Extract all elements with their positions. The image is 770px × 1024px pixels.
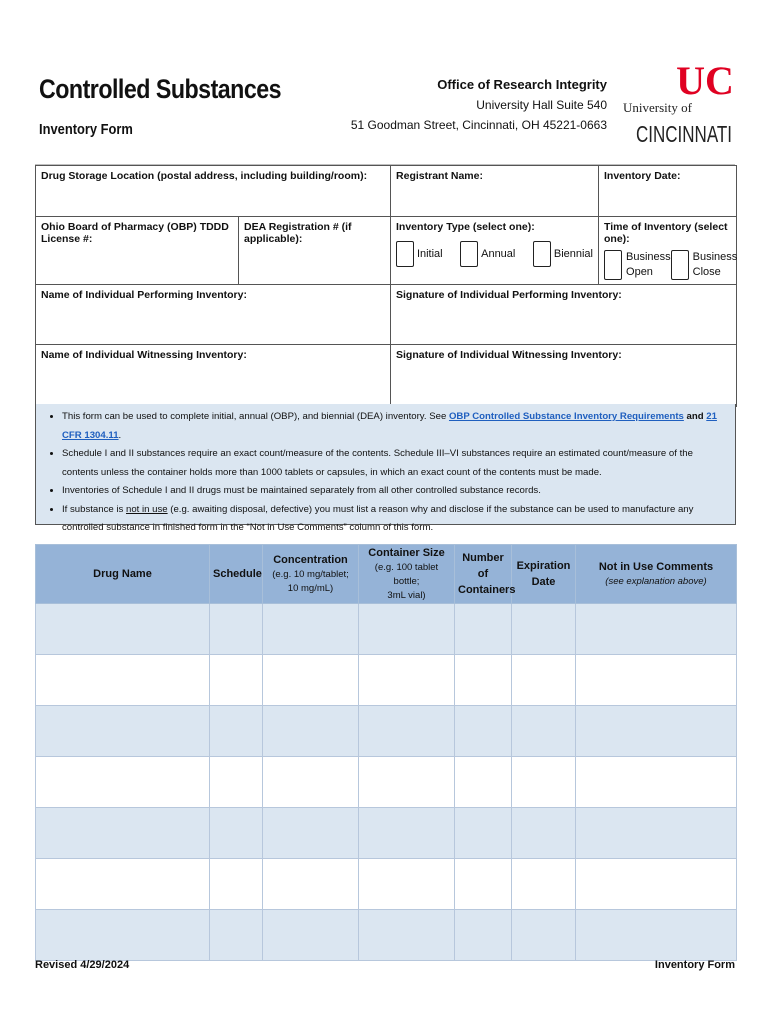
time-of-inventory-cell [599, 217, 737, 285]
table-cell[interactable] [210, 655, 263, 706]
footer-form-name: Inventory Form [654, 959, 735, 971]
table-cell[interactable] [576, 757, 737, 808]
table-row [36, 604, 737, 655]
witness-signature-label: Signature of Individual Witnessing Inventory: [396, 349, 622, 361]
registrant-name-label: Registrant Name: [396, 170, 483, 182]
table-cell[interactable] [359, 604, 455, 655]
table-cell[interactable] [36, 706, 210, 757]
table-cell[interactable] [576, 808, 737, 859]
table-row [36, 910, 737, 961]
table-cell[interactable] [576, 655, 737, 706]
inventory-date-label: Inventory Date: [604, 170, 681, 182]
table-cell[interactable] [512, 910, 576, 961]
witness-name-label: Name of Individual Witnessing Inventory: [41, 349, 247, 361]
performer-name-label: Name of Individual Performing Inventory: [41, 289, 247, 301]
uc-logo-top: University of [623, 100, 692, 115]
uc-logo [622, 58, 734, 148]
number-title-2: Containers [458, 584, 516, 596]
page-title: Controlled Substances [39, 74, 282, 104]
witness-signature-field[interactable] [391, 345, 737, 407]
container-size-example-1: (e.g. 100 tablet bottle; [374, 562, 439, 587]
witness-name-field[interactable] [36, 345, 391, 407]
inventory-type-cell [391, 217, 599, 285]
table-cell[interactable] [455, 604, 512, 655]
table-cell[interactable] [512, 655, 576, 706]
number-title-1: Number of [462, 552, 504, 580]
instruction-item: • Inventories of Schedule I and II drugs must be maintained separately from all other controlled substance records. [62, 482, 721, 501]
table-cell[interactable] [455, 706, 512, 757]
instructions-panel [35, 404, 736, 533]
instruction-item: • Schedule I and II substances require an exact count/measure of the contents. Schedule III–VI substances require an estimated count/measure of the contents unless the container holds more than 1000 tablets or capsules, in which an exact count of the contents must be made. [62, 445, 721, 482]
office-name: Office of Research Integrity [437, 77, 607, 92]
business-open-label-1: Business [626, 251, 671, 263]
registrant-name-field[interactable] [391, 166, 599, 217]
business-close-label-1: Business [692, 251, 738, 263]
time-of-inventory-label: Time of Inventory (select one): [604, 221, 728, 245]
uc-logo-mark: UC [676, 58, 734, 103]
table-cell[interactable] [210, 604, 263, 655]
table-cell[interactable] [36, 910, 210, 961]
table-cell[interactable] [455, 808, 512, 859]
storage-location-field[interactable] [36, 166, 391, 217]
table-cell[interactable] [576, 706, 737, 757]
obp-license-field[interactable] [36, 217, 239, 285]
annual-option-label: Annual [481, 247, 516, 260]
table-cell[interactable] [36, 808, 210, 859]
col-header-schedule: Schedule [210, 545, 263, 604]
table-cell[interactable] [359, 859, 455, 910]
table-cell[interactable] [210, 757, 263, 808]
office-block [351, 75, 607, 135]
table-cell[interactable] [576, 859, 737, 910]
table-cell[interactable] [36, 604, 210, 655]
initial-checkbox[interactable] [396, 241, 414, 267]
table-cell[interactable] [512, 604, 576, 655]
col-header-concentration [263, 545, 359, 604]
instruction-item [62, 408, 721, 445]
table-row [36, 859, 737, 910]
concentration-example-1: (e.g. 10 mg/tablet; [272, 569, 349, 580]
table-cell[interactable] [210, 859, 263, 910]
biennial-checkbox[interactable] [533, 241, 551, 267]
table-cell[interactable] [210, 910, 263, 961]
table-cell[interactable] [512, 859, 576, 910]
office-address-line1: University Hall Suite 540 [476, 98, 607, 112]
comments-subtitle: (see explanation above) [605, 576, 707, 587]
cfr-link[interactable]: 21 CFR 1304.11 [62, 411, 717, 441]
col-header-comments [576, 545, 737, 604]
expiration-title-1: Expiration [516, 560, 571, 572]
table-cell[interactable] [359, 808, 455, 859]
table-cell[interactable] [263, 757, 359, 808]
comments-title: Not in Use Comments [598, 561, 714, 573]
revision-date: Revised 4/29/2024 [35, 959, 130, 971]
instruction-text: This form can be used to complete initial, annual (OBP), and biennial (DEA) inventory. See [62, 411, 449, 422]
instruction-text: (e.g. awaiting disposal, defective) you must list a reason why and disclose if the substance can be used to manufacture any controlled substance in finished form in the “Not in Use Comments” column of this form. [62, 503, 694, 533]
table-cell[interactable] [576, 910, 737, 961]
instruction-emphasis: not in use [126, 503, 168, 515]
biennial-option-label: Biennial [553, 247, 593, 260]
table-cell[interactable] [36, 859, 210, 910]
container-size-title: Container Size [368, 547, 445, 559]
table-cell[interactable] [359, 910, 455, 961]
col-header-expiration-date [512, 545, 576, 604]
table-cell[interactable] [263, 910, 359, 961]
table-cell[interactable] [455, 910, 512, 961]
initial-option-label: Initial [416, 247, 443, 260]
col-header-container-size [359, 545, 455, 604]
dea-registration-field[interactable] [239, 217, 391, 285]
office-address-line2: 51 Goodman Street, Cincinnati, OH 45221-0663 [350, 118, 607, 132]
table-row [36, 706, 737, 757]
concentration-example-2: 10 mg/mL) [287, 583, 334, 594]
inventory-type-label: Inventory Type (select one): [396, 221, 535, 233]
business-close-label-2: Close [692, 266, 721, 278]
business-close-checkbox[interactable] [671, 250, 689, 280]
table-cell[interactable] [512, 757, 576, 808]
obp-requirements-link[interactable]: OBP Controlled Substance Inventory Requirements [448, 411, 684, 422]
table-cell[interactable] [263, 859, 359, 910]
table-cell[interactable] [512, 706, 576, 757]
business-open-label-2: Open [626, 266, 653, 278]
table-cell[interactable] [359, 655, 455, 706]
storage-location-label: Drug Storage Location (postal address, including building/room): [41, 170, 368, 182]
table-cell[interactable] [210, 706, 263, 757]
instruction-text: and [683, 411, 707, 422]
instruction-text: If substance is [62, 503, 126, 515]
performer-signature-label: Signature of Individual Performing Inventory: [396, 289, 622, 301]
col-header-drug-name: Drug Name [36, 545, 210, 604]
performer-signature-field[interactable] [391, 285, 737, 345]
dea-registration-label: DEA Registration # (if applicable): [244, 221, 352, 245]
business-open-checkbox[interactable] [604, 250, 622, 280]
registration-details-table [35, 165, 737, 407]
table-cell[interactable] [263, 604, 359, 655]
table-cell[interactable] [263, 655, 359, 706]
table-row [36, 757, 737, 808]
table-cell[interactable] [263, 706, 359, 757]
uc-logo-bottom: CINCINNATI [636, 121, 732, 147]
table-cell[interactable] [576, 604, 737, 655]
instruction-item [62, 501, 721, 538]
table-cell[interactable] [512, 808, 576, 859]
table-cell[interactable] [455, 757, 512, 808]
table-cell[interactable] [359, 706, 455, 757]
table-cell[interactable] [36, 655, 210, 706]
inventory-date-field[interactable] [599, 166, 737, 217]
expiration-title-2: Date [531, 576, 556, 588]
table-row [36, 655, 737, 706]
annual-checkbox[interactable] [460, 241, 478, 267]
table-cell[interactable] [455, 655, 512, 706]
container-size-example-2: 3mL vial) [387, 590, 426, 601]
table-cell[interactable] [455, 859, 512, 910]
performer-name-field[interactable] [36, 285, 391, 345]
obp-license-label: Ohio Board of Pharmacy (OBP) TDDD License #: [41, 221, 229, 245]
table-row [36, 808, 737, 859]
concentration-title: Concentration [273, 554, 348, 566]
inventory-table [35, 544, 737, 961]
table-cell[interactable] [36, 757, 210, 808]
table-cell[interactable] [263, 808, 359, 859]
instruction-text: . [118, 429, 122, 441]
page-subtitle: Inventory Form [39, 121, 133, 138]
table-cell[interactable] [359, 757, 455, 808]
table-cell[interactable] [210, 808, 263, 859]
col-header-number-of-containers [455, 545, 516, 604]
